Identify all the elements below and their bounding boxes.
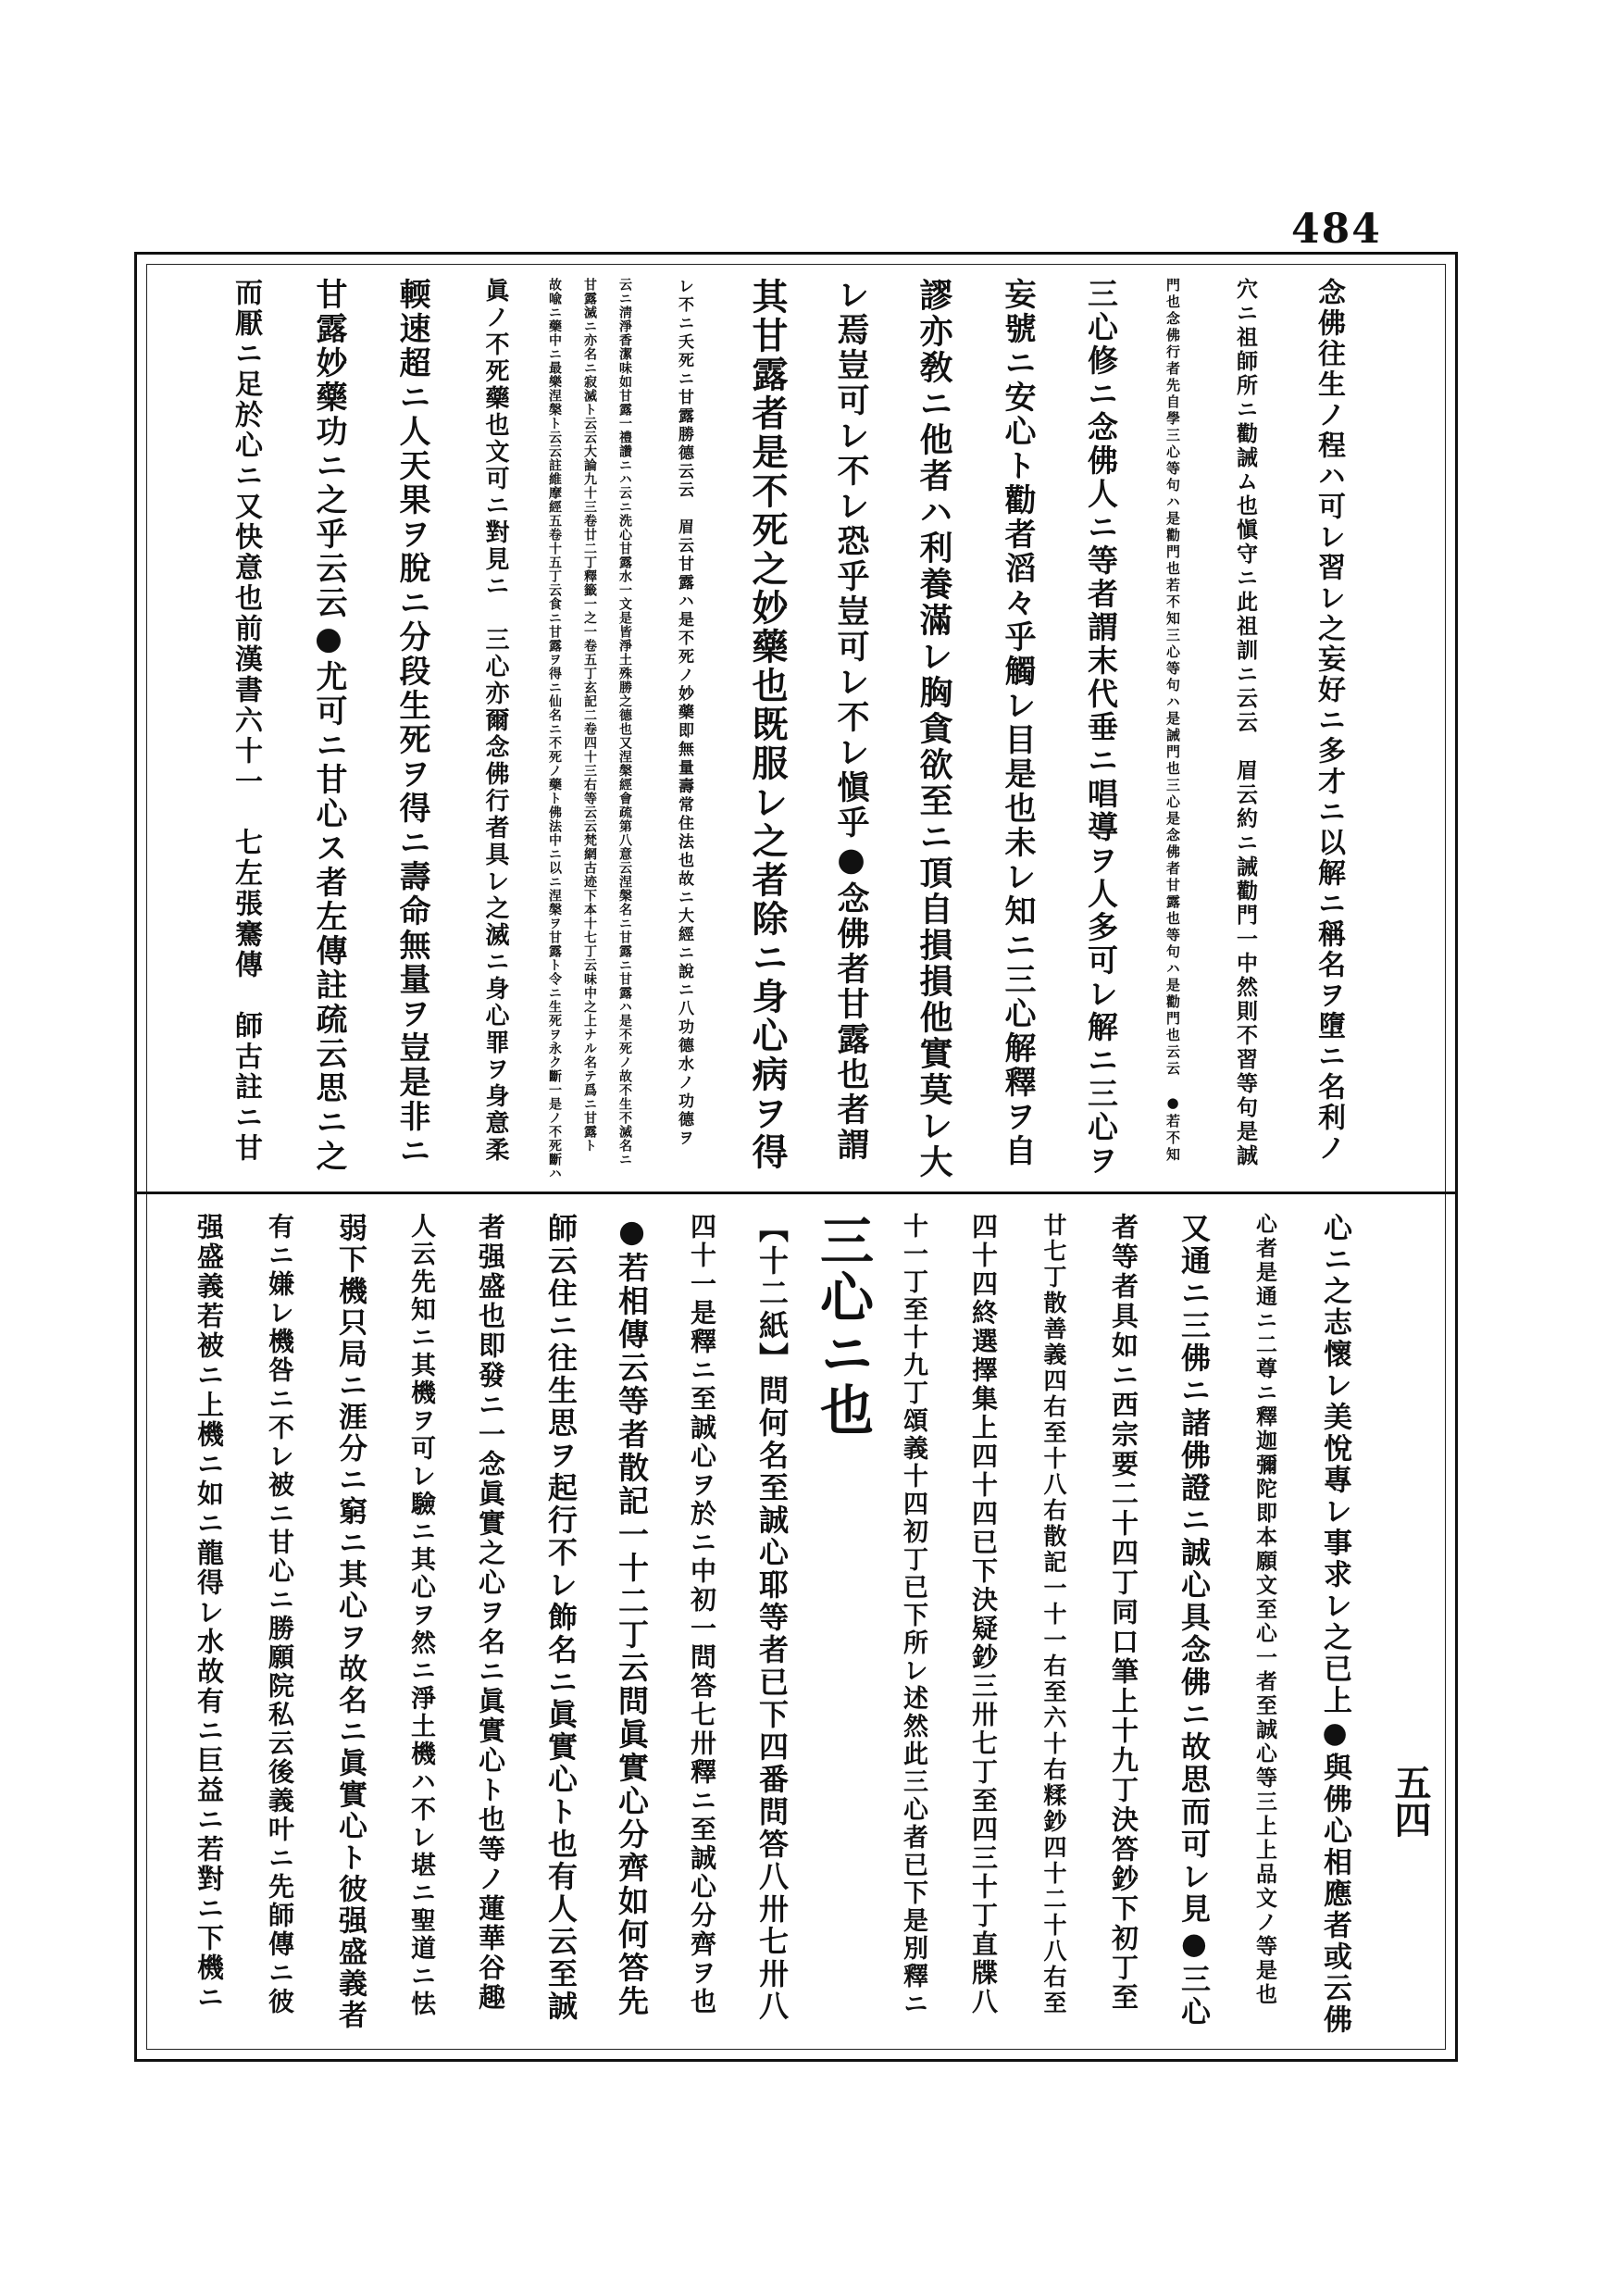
text-column: 又通ニ三佛ニ諸佛證ニ誠心具念佛ニ故思而可レ見●三心 [1176,1213,1212,2028]
text-column: 廿七丁散善義四右至十八右散記一十一右至六十右糅鈔四十二十八右至 [1040,1213,1067,2016]
text-column: 者强盛也即發ニ一念眞實之心ヲ名ニ眞實心ト也等ノ蓮華谷趣 [475,1213,506,2013]
note-column: 故喩ニ藥中ニ最樂涅槃ト云云註維摩經五卷十五丁云食ニ甘露ヲ得ニ仙名ニ不死ノ藥ト佛法中ニ以ニ涅槃ヲ甘露ト令ニ生死ヲ永ク斷一是ノ不死斷ハ [547,278,562,1180]
text-column: 三心修ニ念佛人ニ等者謂末代垂ニ唱導ヲ人多可レ解ニ三心ヲ [1083,278,1119,1178]
text-column: 人云先知ニ其機ヲ可レ驗ニ其心ヲ然ニ淨土機ハ不レ堪ニ聖道ニ怯 [406,1213,435,2018]
text-column: 有ニ嫌レ機咎ニ不レ被ニ甘心ニ勝願院私云後義叶ニ先師傳ニ彼 [265,1213,295,2016]
page-number: 484 [1291,206,1382,253]
text-column: 門也念佛行者先自學三心等句ハ是勸門也若不知三心等句ハ是誡門也三心是念佛者甘露也等句ハ是勸門也云云 ●若不知 [1164,278,1181,1164]
text-column: 心者是通ニ二尊ニ釋迦彌陀即本願文至心一者至誠心等三上上品文ノ等是也 [1252,1213,1277,2007]
text-column: レ焉豈可レ不レ恐乎豈可レ不レ愼乎●念佛者甘露也者謂 [832,278,870,1163]
text-column: 四十一是釋ニ至誠心ヲ於ニ中初一問答七卅釋ニ至誠心分齊ヲ也 [687,1213,717,2016]
text-column: 心ニ之志懷レ美悅專レ事求レ之已上●與佛心相應者或云佛 [1318,1213,1351,2036]
text-column: 輭速超ニ人天果ヲ脫ニ分段生死ヲ得ニ壽命無量ヲ豈是非ニ [393,278,430,1168]
text-column: 妄號ニ安心ト勸者滔々乎觸レ目是也未レ知ニ三心解釋ヲ自 [999,278,1036,1168]
text-column: 三心ニ也 [811,1213,874,1439]
text-column: レ不ニ夭死ニ甘露勝德云云 眉云甘露ハ是不死ノ妙藥即無量壽常住法也故ニ大經ニ說ニ八功德水ノ功德ヲ [675,278,693,1148]
text-column: 念佛往生ノ程ハ可レ習レ之妄好ニ多才ニ以解ニ稱名ヲ墮ニ名利ノ [1313,278,1345,1164]
text-column: 【十二紙】問何名至誠心耶等者已下四番問答八卅七卅八 [754,1213,790,2023]
text-column: 四十四終選擇集上四十四已下決疑鈔三卅七丁至四三十丁直牒八 [968,1213,999,2016]
section-divider [137,1192,1455,1194]
text-column: ●若相傳云等者散記一十二丁云問眞實心分齊如何答先 [614,1213,650,2018]
side-page-label: 五四 [1388,1764,1432,1838]
text-column: 師云住ニ往生思ヲ起行不レ飾名ニ眞實心ト也有人云至誠 [543,1213,579,2023]
text-column: 而厭ニ足於心ニ又快意也前漢書六十一 七左張騫傳 師古註ニ甘 [230,278,262,1164]
lower-text-block [167,1213,1370,2037]
text-column: 甘露妙藥功ニ之乎云云●尤可ニ甘心ス者左傳註疏云思ニ之 [310,278,347,1174]
text-column: 十一丁至十九丁頌義十四初丁已下所レ述然此三心者已下是別釋ニ [899,1213,927,2018]
text-column: 弱下機只局ニ涯分ニ窮ニ其心ヲ故名ニ眞實心ト彼强盛義者 [333,1213,367,2031]
text-column: 眞ノ不死藥也文可ニ對見ニ 三心亦爾念佛行者具レ之滅ニ身心罪ヲ身意柔 [481,278,509,1164]
text-column: 穴ニ祖師所ニ勸誡ム也愼守ニ此祖訓ニ云云 眉云約ニ誡勸門一中然則不習等句是誠 [1233,278,1258,1168]
note-column: 甘露滅ニ亦名ニ寂滅ト云云大論九十三卷廿二丁釋籤一之一卷五丁玄記二卷四十三右等云云梵網古迹下本十七丁云味中之上ナル名テ爲ニ甘露ト [582,278,597,1153]
text-column: 謬亦敎ニ他者ハ利養滿レ胸貪欲至ニ頂自損損他實莫レ大 [915,278,953,1180]
text-column: 者等者具如ニ西宗要二十四丁同口筆上十九丁決答鈔下初丁至 [1108,1213,1139,2013]
upper-text-block [185,278,1370,1180]
text-column: 其甘露者是不死之妙藥也既服レ之者除ニ身心病ヲ得 [746,278,789,1172]
text-column: 强盛義若被ニ上機ニ如ニ龍得レ水故有ニ巨益ニ若對ニ下機ニ [193,1213,225,2013]
note-column: 云ニ淸淨香潔味如甘露一禮讚ニハ云ニ洗心甘露水一文是皆淨土殊勝之德也又涅槃經會疏第八意云涅槃名ニ甘露ニ甘露ハ是不死ノ故不生不滅名ニ [617,278,632,1167]
